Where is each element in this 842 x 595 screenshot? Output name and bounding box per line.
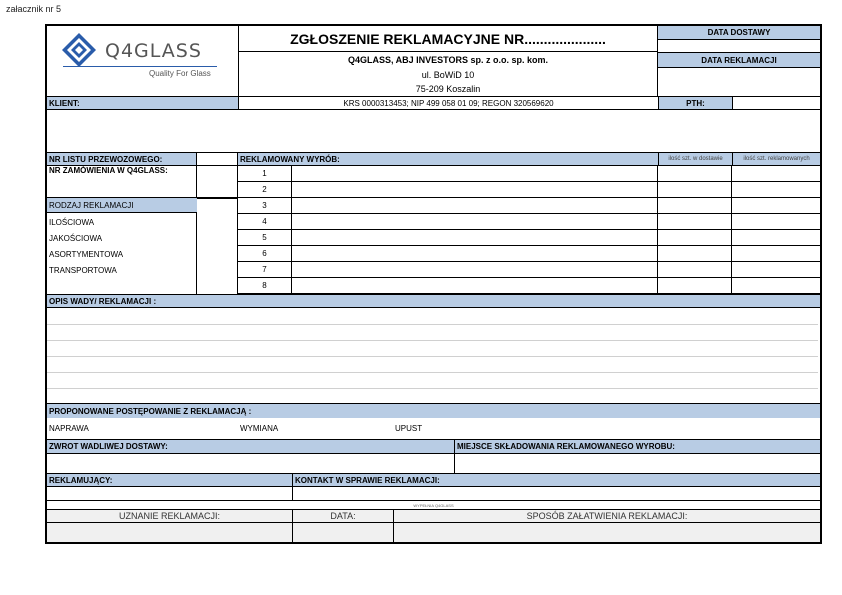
qty-claimed-field[interactable] bbox=[732, 198, 820, 214]
settlement-field[interactable] bbox=[393, 523, 820, 542]
q4glass-logo-icon bbox=[61, 32, 97, 68]
pth-field[interactable] bbox=[732, 96, 820, 110]
product-row-number: 2 bbox=[238, 182, 292, 198]
qty-claimed-field[interactable] bbox=[732, 246, 820, 262]
complaint-type-transport[interactable]: TRANSPORTOWA bbox=[49, 265, 117, 275]
client-field[interactable] bbox=[47, 110, 820, 153]
qty-delivered-field[interactable] bbox=[658, 278, 732, 294]
logo-tagline: Quality For Glass bbox=[149, 69, 211, 78]
qty-delivered-field[interactable] bbox=[658, 198, 732, 214]
product-row-field[interactable] bbox=[292, 198, 658, 214]
product-row-number: 1 bbox=[238, 166, 292, 182]
complaint-date-field[interactable] bbox=[658, 68, 820, 96]
product-row-number: 5 bbox=[238, 230, 292, 246]
company-registry: KRS 0000313453; NIP 499 058 01 09; REGON 320569620 bbox=[238, 96, 658, 110]
product-row-field[interactable] bbox=[292, 262, 658, 278]
fill-note: WYPEŁNIA Q4GLASS bbox=[413, 502, 454, 508]
client-label: KLIENT: bbox=[47, 96, 238, 110]
claimant-field[interactable] bbox=[47, 487, 292, 501]
logo-name: Q4GLASS bbox=[105, 40, 202, 62]
settlement-label: SPOSÓB ZAŁATWIENIA REKLAMACJI: bbox=[393, 509, 820, 523]
product-row-number: 3 bbox=[238, 198, 292, 214]
qty-delivered-header: ilość szt. w dostawie bbox=[658, 153, 732, 166]
product-row-number: 6 bbox=[238, 246, 292, 262]
product-row-field[interactable] bbox=[292, 166, 658, 182]
contact-field[interactable] bbox=[292, 487, 820, 501]
date-label: DATA: bbox=[292, 509, 393, 523]
company-street: ul. BoWiD 10 bbox=[238, 67, 658, 82]
pth-label: PTH: bbox=[658, 96, 732, 110]
company-line: Q4GLASS, ABJ INVESTORS sp. z o.o. sp. kom. bbox=[238, 52, 658, 67]
contact-label: KONTAKT W SPRAWIE REKLAMACJI: bbox=[292, 473, 820, 487]
attachment-note: załacznik nr 5 bbox=[6, 4, 62, 14]
qty-claimed-header: ilość szt. reklamowanych bbox=[732, 153, 820, 166]
qty-claimed-field[interactable] bbox=[732, 278, 820, 294]
acceptance-field[interactable] bbox=[47, 523, 292, 542]
complaint-type-label: RODZAJ REKLAMACJI bbox=[47, 197, 197, 213]
option-discount[interactable]: UPUST bbox=[395, 423, 423, 433]
company-city: 75-209 Koszalin bbox=[238, 82, 658, 96]
qty-claimed-field[interactable] bbox=[732, 182, 820, 198]
claimant-label: REKLAMUJĄCY: bbox=[47, 473, 292, 487]
storage-label: MIEJSCE SKŁADOWANIA REKLAMOWANEGO WYROBU: bbox=[454, 439, 820, 454]
order-label: NR ZAMÓWIENIA W Q4GLASS: bbox=[47, 166, 197, 181]
complaint-type-quality[interactable]: JAKOŚCIOWA bbox=[49, 233, 103, 243]
qty-claimed-field[interactable] bbox=[732, 262, 820, 278]
qty-delivered-field[interactable] bbox=[658, 230, 732, 246]
return-field[interactable] bbox=[47, 454, 454, 474]
product-row-field[interactable] bbox=[292, 182, 658, 198]
logo-block bbox=[47, 26, 238, 96]
complaint-type-quantity[interactable]: ILOŚCIOWA bbox=[49, 217, 95, 227]
product-header: REKLAMOWANY WYRÓB: bbox=[238, 153, 658, 166]
form-title: ZGŁOSZENIE REKLAMACYJNE NR..................... bbox=[238, 26, 658, 52]
delivery-date-field[interactable] bbox=[658, 40, 820, 53]
product-row-number: 4 bbox=[238, 214, 292, 230]
delivery-date-label: DATA DOSTAWY bbox=[658, 26, 820, 40]
product-row-field[interactable] bbox=[292, 230, 658, 246]
qty-delivered-field[interactable] bbox=[658, 246, 732, 262]
qty-delivered-field[interactable] bbox=[658, 166, 732, 182]
qty-claimed-field[interactable] bbox=[732, 166, 820, 182]
product-row-number: 8 bbox=[238, 278, 292, 294]
qty-claimed-field[interactable] bbox=[732, 214, 820, 230]
product-row-field[interactable] bbox=[292, 278, 658, 294]
qty-claimed-field[interactable] bbox=[732, 230, 820, 246]
waybill-label: NR LISTU PRZEWOZOWEGO: bbox=[47, 153, 197, 166]
complaint-date-label: DATA REKLAMACJI bbox=[658, 53, 820, 68]
option-replacement[interactable]: WYMIANA bbox=[240, 423, 279, 433]
option-repair[interactable]: NAPRAWA bbox=[49, 423, 89, 433]
product-row-number: 7 bbox=[238, 262, 292, 278]
order-field-side[interactable] bbox=[197, 166, 238, 198]
qty-delivered-field[interactable] bbox=[658, 214, 732, 230]
storage-field[interactable] bbox=[454, 454, 820, 474]
product-row-field[interactable] bbox=[292, 214, 658, 230]
date-field[interactable] bbox=[292, 523, 393, 542]
complaint-type-assortment[interactable]: ASORTYMENTOWA bbox=[49, 249, 124, 259]
qty-delivered-field[interactable] bbox=[658, 182, 732, 198]
defect-label: OPIS WADY/ REKLAMACJI : bbox=[47, 294, 820, 308]
qty-delivered-field[interactable] bbox=[658, 262, 732, 278]
proposed-label: PROPONOWANE POSTĘPOWANIE Z REKLAMACJĄ : bbox=[47, 403, 820, 418]
acceptance-label: UZNANIE REKLAMACJI: bbox=[47, 509, 292, 523]
product-row-field[interactable] bbox=[292, 246, 658, 262]
return-label: ZWROT WADLIWEJ DOSTAWY: bbox=[47, 439, 454, 454]
waybill-field[interactable] bbox=[197, 153, 238, 166]
